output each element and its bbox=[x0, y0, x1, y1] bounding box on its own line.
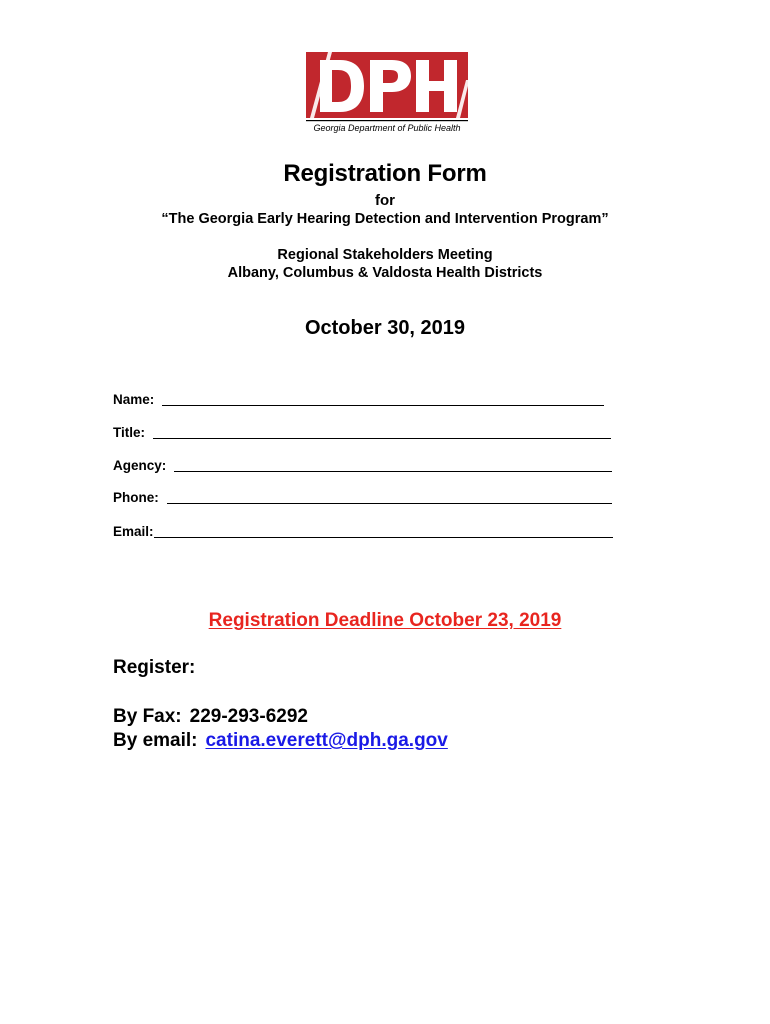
agency-field bbox=[113, 454, 612, 474]
registration-deadline: Registration Deadline October 23, 2019 bbox=[208, 610, 562, 631]
dph-logo-graphic bbox=[306, 52, 468, 134]
logo-tagline: Georgia Department of Public Health bbox=[313, 123, 461, 133]
meeting-date: October 30, 2019 bbox=[304, 317, 466, 339]
phone-field bbox=[113, 486, 612, 506]
email-label: Email: bbox=[113, 524, 154, 539]
agency-input-line[interactable] bbox=[174, 457, 612, 472]
name-field bbox=[113, 388, 604, 408]
email-contact bbox=[113, 730, 448, 752]
fax-label: By Fax: bbox=[113, 706, 182, 727]
phone-input-line[interactable] bbox=[167, 489, 612, 504]
title-label: Title: bbox=[113, 425, 146, 440]
program-name: “The Georgia Early Hearing Detection and Intervention Program” bbox=[161, 211, 609, 227]
name-label: Name: bbox=[113, 392, 155, 407]
email-field bbox=[113, 520, 613, 540]
email-contact-label: By email: bbox=[113, 730, 198, 751]
meeting-name: Regional Stakeholders Meeting bbox=[277, 247, 493, 263]
health-districts: Albany, Columbus & Valdosta Health Districts bbox=[227, 265, 543, 281]
page-title: Registration Form bbox=[283, 160, 487, 187]
register-heading: Register: bbox=[113, 657, 196, 678]
for-line: for bbox=[375, 192, 395, 209]
name-input-line[interactable] bbox=[162, 391, 604, 406]
title-input-line[interactable] bbox=[153, 424, 611, 439]
fax-number: 229-293-6292 bbox=[189, 706, 308, 727]
email-link[interactable]: catina.everett@dph.ga.gov bbox=[205, 730, 448, 751]
title-field bbox=[113, 421, 611, 441]
phone-label: Phone: bbox=[113, 490, 159, 505]
email-input-line[interactable] bbox=[154, 523, 613, 538]
agency-label: Agency: bbox=[113, 458, 167, 473]
logo-rule bbox=[306, 120, 468, 121]
fax-contact bbox=[113, 706, 308, 728]
dph-logo bbox=[306, 52, 468, 134]
